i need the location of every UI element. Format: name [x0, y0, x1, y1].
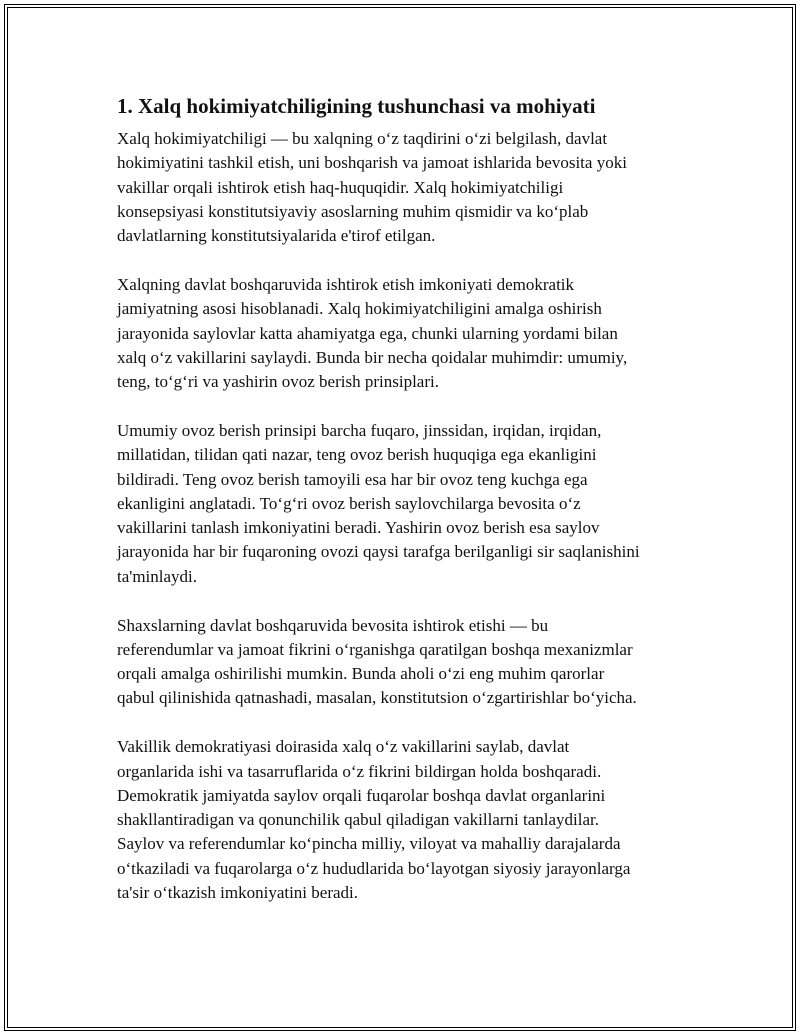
paragraph-line: orqali amalga oshirilishi mumkin. Bunda aholi o‘zi eng muhim qarorlar	[117, 664, 605, 684]
document-body	[117, 92, 697, 930]
paragraph-line: teng, to‘g‘ri va yashirin ovoz berish prinsiplari.	[117, 372, 439, 392]
paragraph	[117, 735, 697, 905]
section-title: 1. Xalq hokimiyatchiligining tushunchasi va mohiyati	[117, 94, 596, 118]
paragraph-line: Saylov va referendumlar ko‘pincha milliy, viloyat va mahalliy darajalarda	[117, 834, 621, 854]
paragraph-line: Shaxslarning davlat boshqaruvida bevosita ishtirok etishi — bu	[117, 615, 549, 635]
paragraph	[117, 614, 697, 711]
paragraph-line: davlatlarning konstitutsiyalarida e'tirof etilgan.	[117, 226, 436, 246]
paragraph-line: Umumiy ovoz berish prinsipi barcha fuqaro, jinssidan, irqidan, irqidan,	[117, 420, 602, 440]
paragraph-line: millatidan, tilidan qati nazar, teng ovoz berish huquqiga ega ekanligini	[117, 445, 597, 465]
paragraph-line: qabul qilinishida qatnashadi, masalan, konstitutsion o‘zgartirishlar bo‘yicha.	[117, 688, 637, 708]
paragraph-line: konsepsiyasi konstitutsiyaviy asoslarning muhim qismidir va ko‘plab	[117, 201, 589, 221]
paragraph-line: shakllantiradigan va qonunchilik qabul qiladigan vakillarni tanlaydilar.	[117, 810, 600, 830]
paragraph-line: jarayonida saylovlar katta ahamiyatga ega, chunki ularning yordami bilan	[117, 323, 618, 343]
paragraph-line: o‘tkaziladi va fuqarolarga o‘z hududlarida bo‘layotgan siyosiy jarayonlarga	[117, 858, 631, 878]
paragraph-line: ta'minlaydi.	[117, 566, 198, 586]
paragraph-line: jamiyatning asosi hisoblanadi. Xalq hokimiyatchiligini amalga oshirish	[117, 299, 602, 319]
paragraph-line: Xalq hokimiyatchiligi — bu xalqning o‘z taqdirini o‘zi belgilash, davlat	[117, 129, 608, 148]
paragraph-line: xalq o‘z vakillarini saylaydi. Bunda bir necha qoidalar muhimdir: umumiy,	[117, 347, 628, 367]
paragraph-line: Xalqning davlat boshqaruvida ishtirok etish imkoniyati demokratik	[117, 274, 575, 294]
paragraph-line: vakillar orqali ishtirok etish haq-huquqidir. Xalq hokimiyatchiligi	[117, 177, 564, 197]
paragraph-container	[117, 127, 697, 905]
paragraph-line: Demokratik jamiyatda saylov orqali fuqarolar boshqa davlat organlarini	[117, 785, 606, 805]
paragraph-line: ta'sir o‘tkazish imkoniyatini beradi.	[117, 883, 359, 903]
paragraph-line: bildiradi. Teng ovoz berish tamoyili esa har bir ovoz teng kuchga ega	[117, 469, 588, 489]
paragraph	[117, 273, 697, 394]
paragraph	[117, 419, 697, 589]
paragraph-line: referendumlar va jamoat fikrini o‘rganishga qaratilgan boshqa mexanizmlar	[117, 639, 633, 659]
paragraph-line: jarayonida har bir fuqaroning ovozi qaysi tarafga berilganligi sir saqlanishini	[117, 542, 640, 562]
paragraph-line: organlarida ishi va tasarruflarida o‘z fikrini bildirgan holda boshqaradi.	[117, 761, 602, 781]
paragraph-line: ekanligini anglatadi. To‘g‘ri ovoz berish saylovchilarga bevosita o‘z	[117, 493, 581, 513]
paragraph-line: hokimiyatini tashkil etish, uni boshqarish va jamoat ishlarida bevosita yoki	[117, 153, 627, 173]
paragraph-line: Vakillik demokratiyasi doirasida xalq o‘z vakillarini saylab, davlat	[117, 737, 570, 757]
paragraph-line: vakillarini tanlash imkoniyatini beradi. Yashirin ovoz berish esa saylov	[117, 518, 600, 538]
paragraph	[117, 127, 697, 248]
